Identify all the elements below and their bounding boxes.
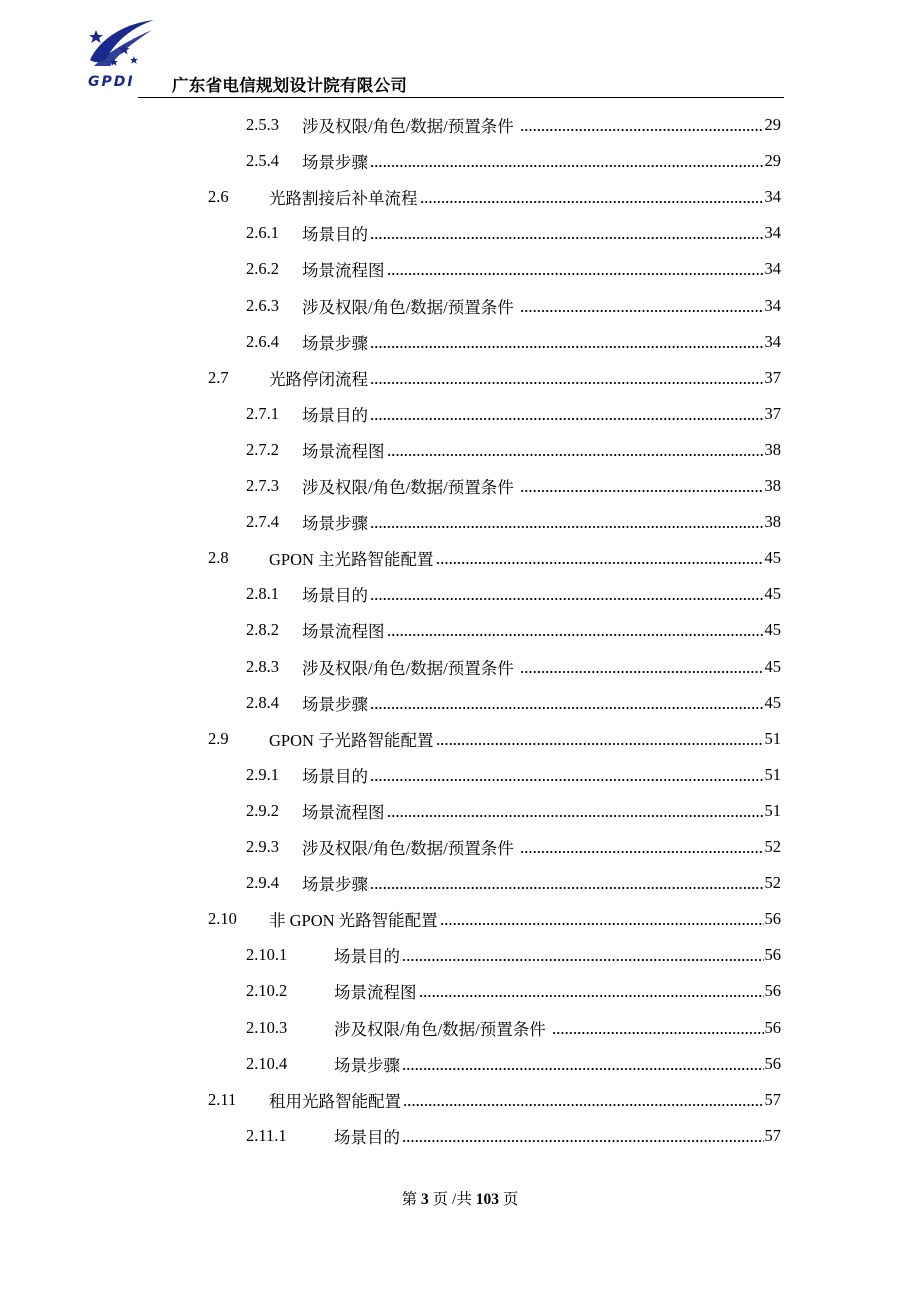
- toc-dot-leader: [436, 732, 764, 746]
- toc-dot-leader: [520, 118, 764, 132]
- toc-entry[interactable]: [246, 762, 781, 788]
- toc-entry-page: 45: [764, 692, 781, 712]
- toc-entry-number: 2.8.4: [246, 692, 279, 712]
- toc-entry[interactable]: [246, 798, 781, 824]
- toc-entry-title: 场景目的: [334, 947, 400, 967]
- logo-swoosh-icon: [84, 16, 160, 76]
- toc-dot-leader: [387, 623, 764, 637]
- toc-entry-title: 非 GPON 光路智能配置: [269, 911, 438, 931]
- toc-dot-leader: [420, 190, 764, 204]
- toc-entry-number: 2.8.1: [246, 584, 279, 604]
- footer-suffix: 页: [502, 1191, 519, 1208]
- toc-entry-title: 场景目的: [302, 586, 368, 606]
- toc-entry-page: 38: [764, 512, 781, 532]
- toc-entry-number: 2.6.3: [246, 295, 279, 315]
- page-header: [0, 0, 920, 102]
- toc-entry[interactable]: [246, 220, 781, 246]
- toc-entry-page: 34: [764, 259, 781, 279]
- toc-entry-title: 场景流程图: [334, 983, 417, 1003]
- toc-entry-page: 34: [764, 187, 781, 207]
- toc-entry-number: 2.10: [208, 909, 237, 929]
- toc-entry-number: 2.8: [208, 548, 229, 568]
- toc-entry-title: 场景目的: [302, 766, 368, 786]
- toc-entry-title: 光路停闭流程: [269, 369, 368, 389]
- toc-dot-leader: [370, 371, 764, 385]
- current-page-number: 3: [421, 1191, 429, 1208]
- toc-entry-title: 涉及权限/角色/数据/预置条件: [302, 478, 518, 497]
- toc-entry-number: 2.11: [208, 1089, 237, 1109]
- toc-entry-title: 涉及权限/角色/数据/预置条件: [302, 297, 518, 317]
- toc-entry-title: 场景步骤: [302, 875, 368, 895]
- toc-entry-number: 2.9.3: [246, 837, 279, 856]
- toc-entry-number: 2.7.4: [246, 512, 279, 532]
- toc-entry-number: 2.9.4: [246, 873, 279, 893]
- toc-entry-title: 场景目的: [302, 225, 368, 245]
- toc-entry-title: 场景步骤: [334, 1055, 400, 1075]
- toc-entry-page: 56: [764, 1053, 781, 1073]
- toc-entry[interactable]: [246, 293, 781, 319]
- toc-entry-page: 51: [764, 764, 781, 784]
- toc-entry[interactable]: [246, 978, 781, 1004]
- toc-entry-title: 光路割接后补单流程: [269, 189, 418, 209]
- toc-dot-leader: [370, 407, 764, 421]
- toc-entry-page: 45: [764, 548, 781, 568]
- toc-entry[interactable]: [246, 473, 781, 499]
- toc-entry-title: 租用光路智能配置: [269, 1091, 401, 1111]
- toc-entry-page: 37: [764, 403, 781, 423]
- toc-entry-number: 2.7: [208, 367, 229, 387]
- toc-dot-leader: [370, 515, 764, 529]
- toc-entry[interactable]: [246, 1051, 781, 1077]
- toc-entry-title: 场景步骤: [302, 153, 368, 173]
- toc-entry[interactable]: [208, 184, 781, 210]
- toc-dot-leader: [520, 299, 764, 313]
- toc-entry-page: 56: [764, 981, 781, 1001]
- toc-entry-title: 场景流程图: [302, 802, 385, 822]
- toc-dot-leader: [370, 154, 764, 168]
- toc-dot-leader: [370, 226, 764, 240]
- toc-dot-leader: [403, 1093, 764, 1107]
- toc-entry-number: 2.6: [208, 187, 229, 207]
- toc-entry[interactable]: [246, 112, 781, 138]
- toc-dot-leader: [387, 804, 764, 818]
- toc-entry[interactable]: [246, 256, 781, 282]
- toc-entry-page: 56: [764, 1017, 781, 1037]
- toc-entry-title: 场景目的: [334, 1127, 400, 1147]
- toc-entry[interactable]: [246, 942, 781, 968]
- toc-entry[interactable]: [246, 401, 781, 427]
- toc-entry-page: 29: [764, 151, 781, 171]
- toc-entry-title: 场景流程图: [302, 261, 385, 281]
- toc-entry-page: 52: [764, 873, 781, 893]
- toc-entry-number: 2.11.1: [246, 1125, 287, 1145]
- toc-entry[interactable]: [208, 365, 781, 391]
- toc-dot-leader: [370, 876, 764, 890]
- toc-dot-leader: [520, 479, 764, 493]
- toc-dot-leader: [387, 443, 764, 457]
- toc-dot-leader: [402, 1129, 764, 1143]
- toc-entry-title: 场景目的: [302, 405, 368, 425]
- toc-entry[interactable]: [246, 1123, 781, 1149]
- toc-entry-page: 37: [764, 367, 781, 387]
- footer-prefix: 第: [401, 1191, 418, 1208]
- toc-entry-number: 2.6.1: [246, 223, 279, 243]
- toc-entry[interactable]: [246, 581, 781, 607]
- toc-dot-leader: [436, 551, 764, 565]
- toc-entry-title: GPON 主光路智能配置: [269, 550, 434, 570]
- toc-entry[interactable]: [208, 906, 781, 932]
- toc-entry-page: 56: [764, 945, 781, 965]
- header-divider: [138, 97, 784, 98]
- toc-entry-title: 场景步骤: [302, 694, 368, 714]
- toc-entry-title: 场景流程图: [302, 441, 385, 461]
- toc-dot-leader: [370, 587, 764, 601]
- toc-entry-title: 场景步骤: [302, 514, 368, 534]
- toc-entry-page: 51: [764, 728, 781, 748]
- toc-entry-page: 29: [764, 115, 781, 134]
- toc-entry-number: 2.9: [208, 728, 229, 748]
- company-name: 广东省电信规划设计院有限公司: [172, 76, 408, 95]
- toc-entry-title: 涉及权限/角色/数据/预置条件: [302, 117, 518, 136]
- toc-entry[interactable]: [246, 148, 781, 174]
- toc-entry-number: 2.8.3: [246, 656, 279, 676]
- page-footer: [0, 1187, 920, 1209]
- toc-entry-page: 57: [764, 1125, 781, 1145]
- footer-mid: 页 /共: [432, 1191, 472, 1208]
- toc-entry-number: 2.10.1: [246, 945, 288, 965]
- toc-dot-leader: [520, 840, 764, 854]
- toc-entry-page: 52: [764, 837, 781, 856]
- toc-entry-page: 45: [764, 584, 781, 604]
- toc-entry[interactable]: [246, 1015, 781, 1041]
- toc-entry-title: 涉及权限/角色/数据/预置条件: [302, 658, 518, 678]
- toc-dot-leader: [402, 1057, 764, 1071]
- toc-entry-number: 2.6.4: [246, 331, 279, 351]
- toc-entry-number: 2.5.3: [246, 115, 279, 134]
- toc-entry[interactable]: [246, 617, 781, 643]
- toc-entry-number: 2.9.2: [246, 800, 279, 820]
- toc-dot-leader: [402, 948, 764, 962]
- toc-entry[interactable]: [246, 329, 781, 355]
- toc-entry[interactable]: [246, 690, 781, 716]
- toc-entry-page: 51: [764, 800, 781, 820]
- toc-entry[interactable]: [246, 834, 781, 860]
- toc-dot-leader: [370, 696, 764, 710]
- toc-entry-page: 38: [764, 476, 781, 495]
- toc-entry-number: 2.6.2: [246, 259, 279, 279]
- toc-entry-number: 2.5.4: [246, 151, 279, 171]
- toc-dot-leader: [552, 1021, 764, 1035]
- toc-dot-leader: [370, 768, 764, 782]
- toc-entry-page: 34: [764, 331, 781, 351]
- toc-entry-title: 涉及权限/角色/数据/预置条件: [302, 839, 518, 858]
- toc-entry-number: 2.8.2: [246, 620, 279, 640]
- toc-entry-page: 56: [764, 909, 781, 929]
- logo-text: GPDI: [88, 74, 135, 90]
- toc-entry-page: 38: [764, 439, 781, 459]
- total-page-count: 103: [475, 1191, 499, 1208]
- toc-entry[interactable]: [246, 509, 781, 535]
- toc-entry-number: 2.7.1: [246, 403, 279, 423]
- toc-entry-number: 2.7.3: [246, 476, 279, 495]
- toc-dot-leader: [520, 660, 764, 674]
- toc-entry[interactable]: [208, 726, 781, 752]
- toc-dot-leader: [370, 335, 764, 349]
- toc-entry[interactable]: [246, 437, 781, 463]
- toc-entry[interactable]: [208, 1087, 781, 1113]
- toc-entry-page: 45: [764, 620, 781, 640]
- toc-entry-page: 45: [764, 656, 781, 676]
- toc-entry-title: 场景流程图: [302, 622, 385, 642]
- toc-entry-number: 2.7.2: [246, 439, 279, 459]
- toc-entry-title: GPON 子光路智能配置: [269, 730, 434, 750]
- toc-entry-title: 涉及权限/角色/数据/预置条件: [334, 1019, 550, 1039]
- toc-entry-number: 2.10.3: [246, 1017, 288, 1037]
- toc-entry-page: 34: [764, 223, 781, 243]
- toc-dot-leader: [440, 912, 764, 926]
- toc-entry-title: 场景步骤: [302, 333, 368, 353]
- toc-entry-page: 57: [764, 1089, 781, 1109]
- toc-entry-page: 34: [764, 295, 781, 315]
- toc-dot-leader: [387, 262, 764, 276]
- toc-dot-leader: [419, 984, 764, 998]
- toc-entry-number: 2.10.2: [246, 981, 288, 1001]
- toc-entry[interactable]: [246, 654, 781, 680]
- toc-entry[interactable]: [208, 545, 781, 571]
- toc-entry-number: 2.9.1: [246, 764, 279, 784]
- toc-entry-number: 2.10.4: [246, 1053, 288, 1073]
- toc-entry[interactable]: [246, 870, 781, 896]
